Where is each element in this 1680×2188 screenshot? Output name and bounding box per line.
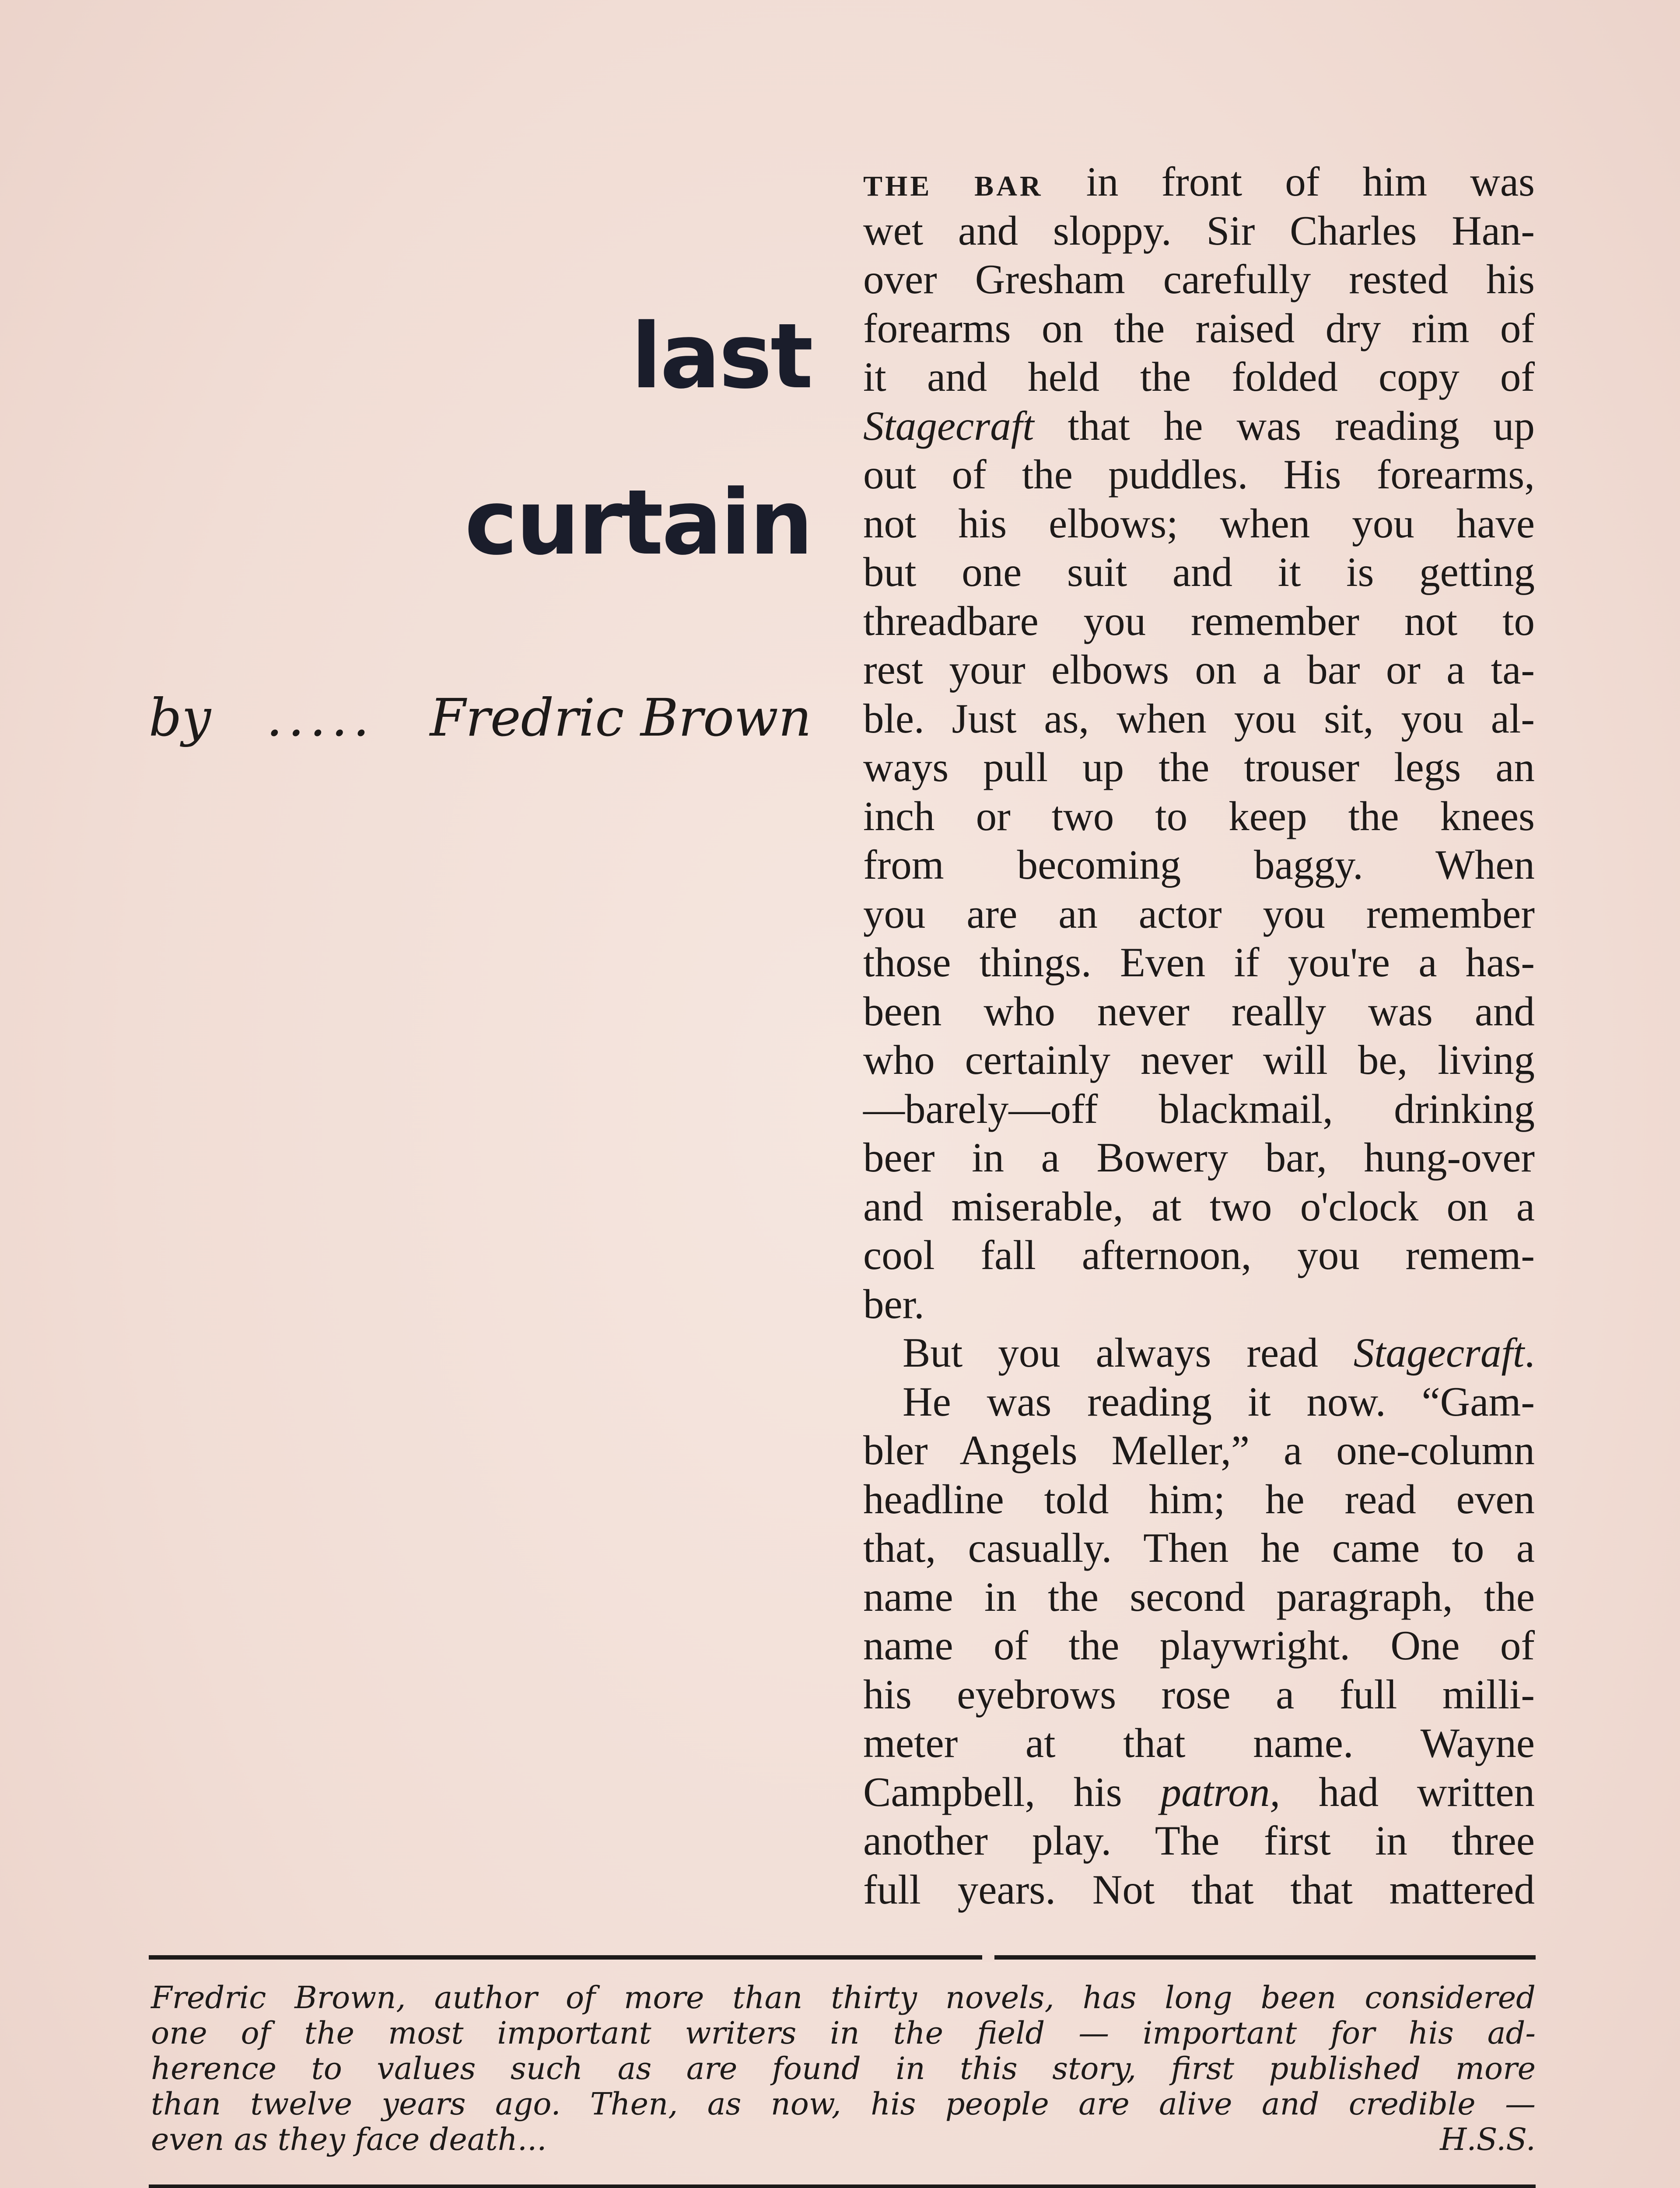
note-line: Fredric Brown, author of more than thirty novels, has long been considered [151,1980,1536,2016]
note-line: even as they face death... [151,2121,547,2157]
story-line: ble. Just as, when you sit, you al- [863,695,1535,742]
story-line: not his elbows; when you have [863,500,1535,547]
story-line: Campbell, his patron, had written [863,1768,1535,1815]
story-title-line-1: last [631,305,812,409]
story-line: threadbare you remember not to [863,597,1535,644]
story-line: his eyebrows rose a full milli- [863,1671,1535,1718]
story-line: who certainly never will be, living [863,1037,1535,1083]
story-line: out of the puddles. His forearms, [863,451,1535,498]
byline-dots: ..... [266,687,375,748]
story-line: inch or two to keep the knees [863,792,1535,839]
story-line: bler Angels Meller,” a one-column [863,1427,1535,1473]
story-line: but one suit and it is getting [863,549,1535,595]
story-line: Stagecraft that he was reading up [863,402,1535,449]
note-line: one of the most important writers in the field — important for his ad- [151,2015,1536,2051]
story-line: beer in a Bowery bar, hung-over [863,1134,1535,1181]
editor-note [151,1980,1536,2157]
story-line: THE BAR in front of him was [863,158,1535,205]
story-line: been who never really was and [863,988,1535,1034]
story-line: full years. Not that that mattered [863,1866,1535,1913]
story-body [863,158,1535,1914]
story-line: name in the second paragraph, the [863,1573,1535,1620]
story-line: He was reading it now. “Gam- [903,1378,1535,1425]
note-line: than twelve years ago. Then, as now, his people are alive and credible — [151,2086,1536,2122]
story-line: name of the playwright. One of [863,1622,1535,1669]
story-line: headline told him; he read even [863,1476,1535,1522]
story-line: cool fall afternoon, you remem- [863,1232,1535,1278]
note-bottom-rule [149,2184,1536,2188]
note-top-rule [149,1955,1536,1960]
note-signature: H.S.S. [1440,2121,1536,2157]
story-line: over Gresham carefully rested his [863,256,1535,302]
byline-by: by [149,687,211,748]
story-line: ber. [863,1280,924,1327]
byline-author: Fredric Brown [430,687,812,748]
story-line: rest your elbows on a bar or a ta- [863,646,1535,693]
story-line: ways pull up the trouser legs an [863,744,1535,790]
story-line: But you always read Stagecraft. [903,1329,1535,1376]
story-line: it and held the folded copy of [863,354,1535,400]
story-line: forearms on the raised dry rim of [863,305,1535,351]
story-line: those things. Even if you're a has- [863,939,1535,985]
story-line: wet and sloppy. Sir Charles Han- [863,207,1535,254]
story-line: that, casually. Then he came to a [863,1525,1535,1571]
story-line: —barely—off blackmail, drinking [863,1085,1535,1132]
story-line: you are an actor you remember [863,890,1535,937]
story-line: another play. The first in three [863,1817,1535,1864]
rule-break [982,1953,994,1962]
story-line: meter at that name. Wayne [863,1720,1535,1766]
note-last-row [151,2122,1536,2157]
note-line: herence to values such as are found in this story, first published more [151,2051,1536,2086]
story-line: and miserable, at two o'clock on a [863,1183,1535,1230]
story-lead-smallcaps: THE BAR [863,170,1043,202]
byline [149,687,812,748]
story-line: from becoming baggy. When [863,842,1535,888]
story-title-line-2: curtain [464,471,812,575]
